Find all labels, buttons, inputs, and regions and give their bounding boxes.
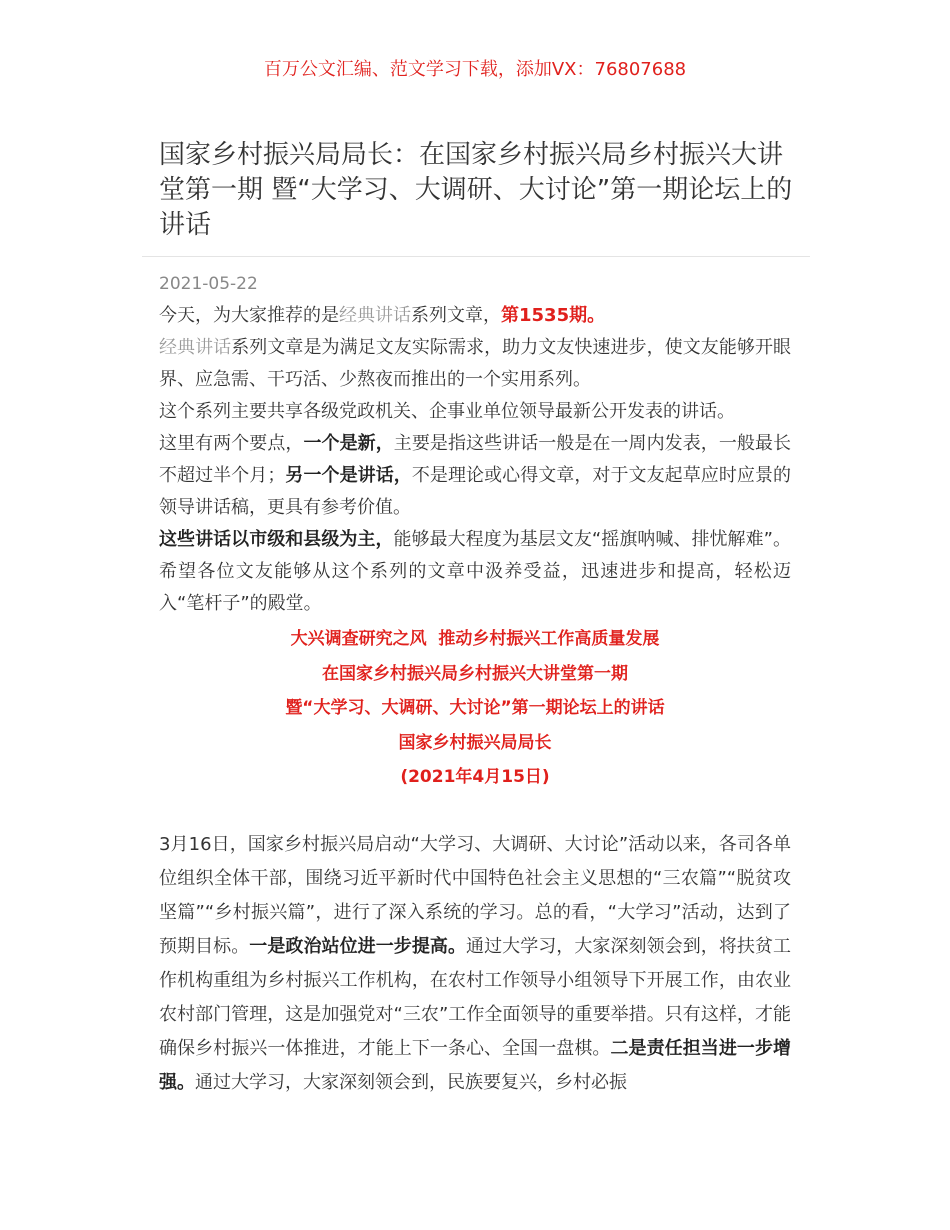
series-name: 经典讲话 xyxy=(159,337,232,358)
bold-text: 另一个是讲话， xyxy=(285,465,412,486)
speech-title-line: 大兴调查研究之风 推动乡村振兴工作高质量发展 xyxy=(290,629,660,649)
text: 3月16日，国家乡村振兴局启动“大学习、大调研、大讨论”活动以来，各司各单位组织全体干部，围绕习近平新时代中国特色社会主义思想的“三农篇”“脱贫攻坚篇”“乡村振兴篇”，进行了深入系统的学习。总的看，“大学习”活动，达到了预期目标。 xyxy=(159,834,791,957)
download-banner: 百万公文汇编、范文学习下载，添加VX：76807688 xyxy=(263,59,687,80)
intro-paragraph-1 xyxy=(159,300,791,332)
title-divider xyxy=(142,256,810,257)
intro-paragraph-5 xyxy=(159,524,791,620)
text: 能够最大程度为基层文友“摇旗呐喊、排忧解难”。希望各位文友能够从这个系列的文章中汲养受益，迅速进步和提高，轻松迈入“笔杆子”的殿堂。 xyxy=(159,529,791,614)
bold-text: 一是政治站位进一步提高。 xyxy=(249,936,467,957)
issue-number: 第1535期。 xyxy=(501,305,606,326)
text: 通过大学习，大家深刻领会到，民族要复兴，乡村必振 xyxy=(195,1072,627,1093)
text: 这里有两个要点， xyxy=(159,433,304,454)
bold-text: 这些讲话以市级和县级为主， xyxy=(159,529,394,550)
article-title: 国家乡村振兴局局长：在国家乡村振兴局乡村振兴大讲堂第一期 暨“大学习、大调研、大讨论”第一期论坛上的讲话 xyxy=(159,140,793,240)
bold-text: 一个是新， xyxy=(303,433,394,454)
intro-section xyxy=(159,300,791,620)
text: 不是理论或心得文章，对于文友起草应时应景的领导讲话稿，更具有参考价值。 xyxy=(159,465,792,518)
text: 系列文章， xyxy=(411,305,501,326)
series-name: 经典讲话 xyxy=(339,305,411,326)
intro-paragraph-2 xyxy=(159,332,791,396)
text: 通过大学习，大家深刻领会到，将扶贫工作机构重组为乡村振兴工作机构，在农村工作领导小组领导下开展工作，由农业农村部门管理，这是加强党对“三农”工作全面领导的重要举措。只有这样，才能确保乡村振兴一体推进，才能上下一条心、全国一盘棋。 xyxy=(159,936,792,1059)
speech-body xyxy=(159,828,791,1100)
speaker: 国家乡村振兴局局长 xyxy=(398,732,552,753)
speech-headings xyxy=(159,622,791,795)
body-paragraph xyxy=(159,828,791,1100)
intro-paragraph-3: 这个系列主要共享各级党政机关、企事业单位领导最新公开发表的讲话。 xyxy=(159,401,735,422)
publish-date: 2021-05-22 xyxy=(159,274,258,294)
bold-text: 二是责任担当进一步增强。 xyxy=(159,1038,791,1093)
text: 系列文章是为满足文友实际需求，助力文友快速进步，使文友能够开眼界、应急需、干巧活、少熬夜而推出的一个实用系列。 xyxy=(159,337,792,390)
text: 今天，为大家推荐的是 xyxy=(159,305,339,326)
text: 主要是指这些讲话一般是在一周内发表，一般最长不超过半个月； xyxy=(159,433,792,486)
speech-title-line: 暨“大学习、大调研、大讨论”第一期论坛上的讲话 xyxy=(285,698,665,718)
speech-title-line: 在国家乡村振兴局乡村振兴大讲堂第一期 xyxy=(322,663,628,684)
speech-date: (2021年4月15日) xyxy=(400,767,550,787)
intro-paragraph-4 xyxy=(159,428,791,524)
